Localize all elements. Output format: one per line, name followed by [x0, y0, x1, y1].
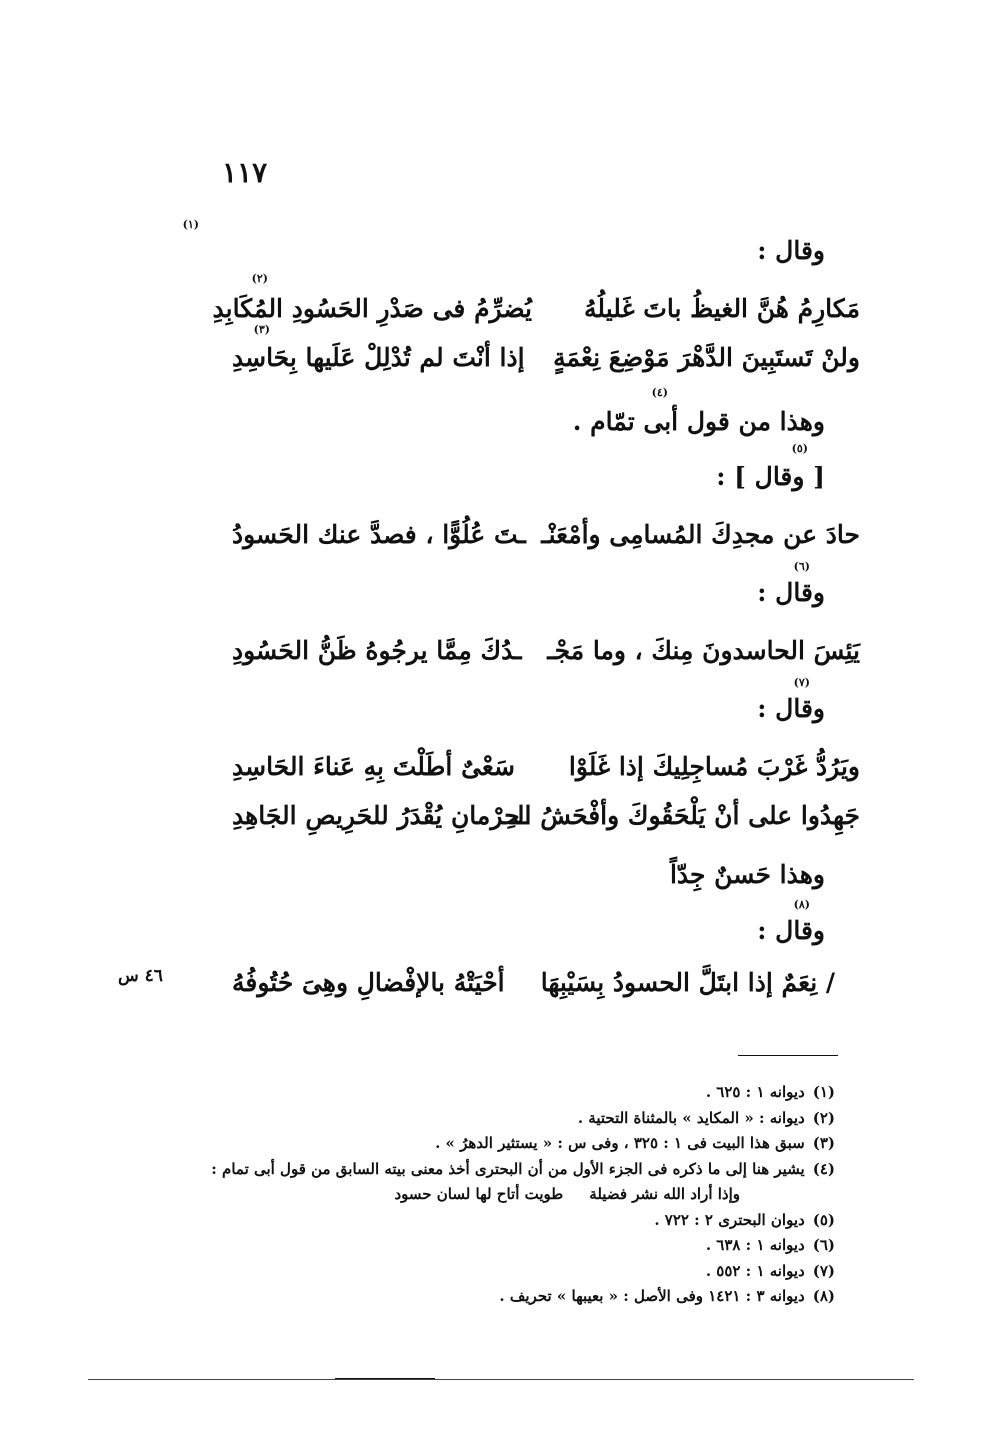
footnote-item: [135, 1284, 835, 1310]
footnote-text: يشير هنا إلى ما ذكره فى الجزء الأول من أن البحترى أخذ معنى بيته السابق من قول أبى تمام :: [211, 1159, 805, 1178]
footnote-number: (٢): [812, 1108, 835, 1127]
footnote-text: ديوانه ٣ : ١٤٢١ وفى الأصل : « بعيبها » تحريف .: [499, 1287, 805, 1305]
page-bottom-rule-accent: [335, 1378, 435, 1379]
footnote-number: (٨): [812, 1287, 835, 1305]
footnote-quoted-verse: [135, 1182, 835, 1208]
prose-note: وهذا حَسنٌ جِدّاً: [669, 860, 825, 889]
section-heading: وقال :: [757, 236, 825, 265]
footnote-number: (٥): [812, 1210, 835, 1229]
section-heading: وقال :: [757, 578, 825, 607]
verse-left-hemistich: إذا أنْتَ لم تُدْلِلْ عَلَيها بِحَاسِدِ: [232, 343, 525, 372]
footnote-marker: (٨): [793, 898, 810, 911]
footnote-marker: (٢): [251, 272, 268, 285]
verse-right-hemistich: جَهِدُوا على أنْ يَلْحَقُوكَ وأفْحَشُ الـ: [509, 801, 860, 830]
footnote-marker: (٦): [793, 560, 810, 573]
section-heading: [ وقال ] :: [716, 462, 825, 491]
footnote-item: [135, 1259, 835, 1285]
footnote-text: ديوانه ١ : ٥٥٢ .: [705, 1261, 805, 1280]
page-number: ١١٧: [222, 156, 268, 189]
footnote-marker: (٣): [253, 323, 270, 336]
prose-note: وهذا من قول أبى تمّام .: [572, 407, 825, 436]
verse-left-hemistich: يُضرِّمُ فى صَدْرِ الحَسُودِ المُكَابِدِ: [212, 294, 532, 323]
verse-left-hemistich: سَعْىٌ أطَلْتَ بِهِ عَناءَ الحَاسِدِ: [232, 752, 515, 781]
page-bottom-rule: [88, 1379, 914, 1380]
verse-left-hemistich: ـتَ عُلُوًّا ، فصدَّ عنك الحَسودُ: [232, 520, 526, 549]
verse-right-hemistich: / نِعَمٌ إذا ابتَلَّ الحسودُ بِسَيْبِهَا: [540, 968, 835, 997]
verse-right-hemistich: مَكارِمُ هُنَّ الغيظُ باتَ غَليلُهُ: [584, 294, 860, 323]
verse-left-hemistich: أحْيَتْهُ بالإفْضالِ وهِىَ حُتُوفُهُ: [232, 968, 505, 997]
footnote-separator: [738, 1055, 838, 1056]
footnotes: [135, 1080, 835, 1310]
margin-note: ٤٦ س: [118, 966, 163, 986]
footnote-number: (٣): [812, 1134, 835, 1152]
footnote-item: [135, 1080, 835, 1106]
footnote-item: [135, 1106, 835, 1132]
footnote-item: [135, 1131, 835, 1157]
section-heading: وقال :: [757, 694, 825, 723]
footnote-number: (٤): [812, 1159, 835, 1178]
footnote-marker: (٤): [651, 386, 668, 399]
verse-right-hemistich: ويَرُدُّ غَرْبَ مُساجِلِيكَ إذا غَلَوْا: [568, 752, 860, 781]
verse-right-hemistich: حادَ عن مجدِكَ المُسامِى وأمْعَنْـ: [541, 520, 860, 549]
footnote-item: [135, 1233, 835, 1259]
footnote-item: [135, 1208, 835, 1234]
footnote-text: ديوانه : « المكايد » بالمثناة التحتية .: [577, 1108, 805, 1127]
footnote-text: وإذا أراد الله نشر فضيلة طويت أتاح لها لسان حسود: [394, 1185, 740, 1203]
footnote-number: (٧): [812, 1261, 835, 1280]
verse-right-hemistich: يَئِسَ الحاسدونَ مِنكَ ، وما مَجْـ: [547, 636, 860, 665]
verse-left-hemistich: ـحِرْمانِ يُقْدَرُ للحَرِيصِ الجَاهِدِ: [232, 801, 528, 830]
section-heading: وقال :: [757, 916, 825, 945]
verse-left-hemistich: ـدُكَ مِمَّا يرجُوهُ ظَنُّ الحَسُودِ: [232, 636, 522, 665]
footnote-text: ديوان البحترى ٢ : ٧٢٢ .: [654, 1210, 805, 1229]
footnote-marker: (٥): [791, 442, 808, 455]
footnote-text: ديوانه ١ : ٦٣٨ .: [705, 1236, 805, 1254]
footnote-number: (٦): [812, 1236, 835, 1254]
footnote-text: سبق هذا البيت فى ١ : ٣٢٥ ، وفى س : « يستثير الدهرُ » .: [435, 1134, 805, 1152]
footnote-number: (١): [812, 1083, 835, 1101]
footnote-marker: (١): [182, 218, 199, 231]
footnote-item: [135, 1157, 835, 1183]
footnote-marker: (٧): [793, 676, 810, 689]
footnote-text: ديوانه ١ : ٦٢٥ .: [705, 1083, 805, 1101]
verse-right-hemistich: ولنْ تَستَبِينَ الدَّهْرَ مَوْضِعَ نِعْمَةٍ: [553, 343, 860, 372]
